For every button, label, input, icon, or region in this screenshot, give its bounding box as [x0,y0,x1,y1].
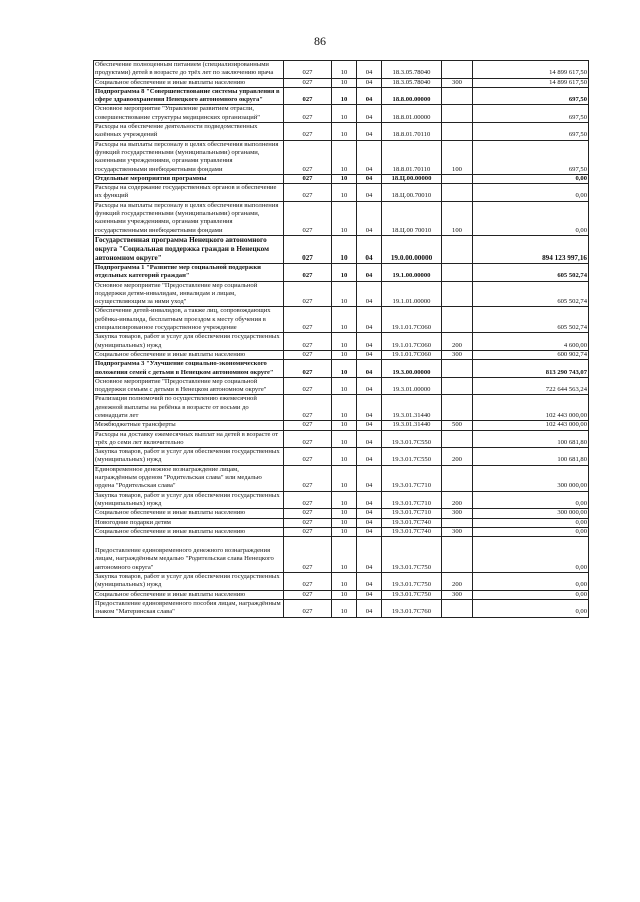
page-number: 86 [314,34,326,48]
row-target-article: 19.0.00.00000 [382,235,442,263]
row-grbs: 027 [284,573,332,591]
table-row [94,263,589,281]
row-grbs: 027 [284,350,332,359]
row-podrazdel: 04 [357,518,382,527]
row-razdel: 10 [332,573,357,591]
row-name: Подпрограмма 8 "Совершенствование системы управления в сфере здравоохранения Ненецкого автономного округа" [94,87,284,105]
row-name: Расходы на обеспечение деятельности подведомственных казённых учреждений [94,123,284,141]
row-expense-type: 100 [442,201,473,235]
row-podrazdel: 04 [357,527,382,536]
row-amount: 100 681,80 [473,430,589,448]
row-expense-type [442,123,473,141]
row-podrazdel: 04 [357,281,382,307]
row-razdel: 10 [332,537,357,573]
row-name: Обеспечение детей-инвалидов, а также лиц, сопровождающих ребёнка-инвалида, бесплатным проездом к месту обучения в специализированное государственное учреждение [94,307,284,333]
table-row [94,573,589,591]
row-expense-type: 200 [442,333,473,351]
row-target-article: 18.8.01.00000 [382,105,442,123]
table-row [94,421,589,430]
row-amount: 722 644 563,24 [473,377,589,395]
row-amount: 0,00 [473,527,589,536]
row-expense-type [442,174,473,183]
table-row [94,201,589,235]
row-target-article: 18.Ц.00.70010 [382,184,442,202]
row-razdel: 10 [332,174,357,183]
row-name: Межбюджетные трансферты [94,421,284,430]
table-row [94,333,589,351]
row-amount: 102 443 000,00 [473,395,589,421]
row-target-article: 19.3.01.7С740 [382,518,442,527]
row-razdel: 10 [332,491,357,509]
row-amount: 102 443 000,00 [473,421,589,430]
table-row [94,307,589,333]
row-grbs: 027 [284,123,332,141]
row-podrazdel: 04 [357,78,382,87]
row-razdel: 10 [332,78,357,87]
row-expense-type [442,235,473,263]
row-name: Предоставление единовременного пособия лицам, награждённым знаком "Материнская слава" [94,599,284,617]
row-razdel: 10 [332,509,357,518]
table-row [94,360,589,378]
row-grbs: 027 [284,448,332,466]
row-target-article: 19.1.01.7С060 [382,333,442,351]
row-expense-type [442,61,473,79]
row-podrazdel: 04 [357,430,382,448]
row-podrazdel: 04 [357,590,382,599]
row-amount: 894 123 997,16 [473,235,589,263]
row-target-article: 18.8.01.70110 [382,140,442,174]
row-grbs: 027 [284,333,332,351]
row-podrazdel: 04 [357,123,382,141]
row-amount: 14 899 617,50 [473,61,589,79]
row-razdel: 10 [332,465,357,491]
row-expense-type: 300 [442,590,473,599]
row-name: Социальное обеспечение и иные выплаты населению [94,78,284,87]
row-razdel: 10 [332,263,357,281]
row-podrazdel: 04 [357,421,382,430]
row-grbs: 027 [284,78,332,87]
table-row [94,448,589,466]
row-razdel: 10 [332,421,357,430]
row-target-article: 19.3.01.7С550 [382,430,442,448]
row-amount: 14 899 617,50 [473,78,589,87]
row-expense-type [442,184,473,202]
row-grbs: 027 [284,307,332,333]
row-podrazdel: 04 [357,174,382,183]
row-razdel: 10 [332,61,357,79]
row-grbs: 027 [284,518,332,527]
row-expense-type [442,430,473,448]
row-target-article: 19.3.01.00000 [382,377,442,395]
row-amount: 0,00 [473,599,589,617]
table-row [94,123,589,141]
row-grbs: 027 [284,263,332,281]
row-grbs: 027 [284,465,332,491]
row-grbs: 027 [284,527,332,536]
row-amount: 697,50 [473,105,589,123]
row-name: Предоставление единовременного денежного вознаграждения лицам, награждённым медалью "Родительская слава Ненецкого автономного округа" [94,537,284,573]
table-row [94,350,589,359]
row-target-article: 19.3.01.7С750 [382,590,442,599]
row-name: Реализация полномочий по осуществлению ежемесячной денежной выплаты на ребёнка в возрасте от восьми до семнадцати лет [94,395,284,421]
row-razdel: 10 [332,123,357,141]
row-podrazdel: 04 [357,599,382,617]
row-razdel: 10 [332,395,357,421]
table-row [94,78,589,87]
row-target-article: 19.3.01.31440 [382,421,442,430]
row-razdel: 10 [332,201,357,235]
row-target-article: 19.3.01.7С710 [382,509,442,518]
row-podrazdel: 04 [357,448,382,466]
row-name: Закупка товаров, работ и услуг для обеспечения государственных (муниципальных) нужд [94,448,284,466]
row-razdel: 10 [332,333,357,351]
row-podrazdel: 04 [357,395,382,421]
row-amount: 697,50 [473,140,589,174]
row-target-article: 19.3.01.7С750 [382,537,442,573]
row-amount: 600 902,74 [473,350,589,359]
row-expense-type [442,518,473,527]
row-expense-type [442,281,473,307]
table-row [94,61,589,79]
row-name: Подпрограмма 3 "Улучшение социально-экономического положения семей с детьми в Ненецком автономном округе" [94,360,284,378]
row-target-article: 18.3.05.78040 [382,78,442,87]
table-row [94,377,589,395]
budget-table-body [94,61,589,618]
row-podrazdel: 04 [357,465,382,491]
row-expense-type [442,377,473,395]
row-podrazdel: 04 [357,105,382,123]
row-grbs: 027 [284,87,332,105]
row-podrazdel: 04 [357,360,382,378]
row-name: Социальное обеспечение и иные выплаты населению [94,350,284,359]
row-grbs: 027 [284,201,332,235]
budget-table [93,60,589,618]
row-expense-type: 200 [442,573,473,591]
row-grbs: 027 [284,61,332,79]
row-expense-type: 500 [442,421,473,430]
row-expense-type [442,263,473,281]
row-amount: 0,00 [473,491,589,509]
row-target-article: 19.3.01.7С740 [382,527,442,536]
row-target-article: 19.1.01.00000 [382,281,442,307]
row-name: Расходы на доставку ежемесячных выплат на детей в возрасте от трёх до семи лет включительно [94,430,284,448]
row-expense-type [442,307,473,333]
row-razdel: 10 [332,518,357,527]
row-target-article: 19.1.00.00000 [382,263,442,281]
row-razdel: 10 [332,140,357,174]
row-expense-type: 300 [442,78,473,87]
table-row [94,527,589,536]
row-amount: 605 502,74 [473,281,589,307]
row-grbs: 027 [284,395,332,421]
row-expense-type: 300 [442,350,473,359]
row-grbs: 027 [284,421,332,430]
row-name: Закупка товаров, работ и услуг для обеспечения государственных (муниципальных) нужд [94,333,284,351]
row-grbs: 027 [284,537,332,573]
row-amount: 813 290 743,07 [473,360,589,378]
row-amount: 0,00 [473,174,589,183]
row-amount: 0,00 [473,537,589,573]
table-row [94,87,589,105]
row-expense-type [442,537,473,573]
row-target-article: 18.3.05.78040 [382,61,442,79]
table-row [94,537,589,573]
row-name: Основное мероприятие "Управление развитием отрасли, совершенствование структуры медицинских организаций" [94,105,284,123]
row-podrazdel: 04 [357,377,382,395]
row-amount: 605 502,74 [473,307,589,333]
row-name: Единовременное денежное вознаграждение лицам, награждённым орденом "Родительская слава" или медалью ордена "Родительская слава" [94,465,284,491]
row-razdel: 10 [332,307,357,333]
row-expense-type [442,465,473,491]
row-name: Социальное обеспечение и иные выплаты населению [94,509,284,518]
row-podrazdel: 04 [357,263,382,281]
table-row [94,184,589,202]
row-name: Новогодние подарки детям [94,518,284,527]
row-name: Расходы на выплаты персоналу в целях обеспечения выполнения функций государственными (муниципальными) органами, казенными учреждениями, органами управления государственными внебюджетными фондами [94,140,284,174]
row-podrazdel: 04 [357,235,382,263]
table-row [94,395,589,421]
row-razdel: 10 [332,350,357,359]
row-razdel: 10 [332,235,357,263]
row-name: Отдельные мероприятия программы [94,174,284,183]
table-row [94,140,589,174]
row-amount: 0,00 [473,590,589,599]
row-podrazdel: 04 [357,333,382,351]
row-amount: 605 502,74 [473,263,589,281]
row-podrazdel: 04 [357,491,382,509]
row-target-article: 18.Ц.00.00000 [382,174,442,183]
row-target-article: 19.1.01.7С060 [382,350,442,359]
row-expense-type: 300 [442,509,473,518]
row-expense-type: 200 [442,448,473,466]
row-razdel: 10 [332,527,357,536]
row-grbs: 027 [284,509,332,518]
row-name: Основное мероприятие "Предоставление мер социальной поддержки семьям с детьми в Ненецком автономном округе" [94,377,284,395]
row-razdel: 10 [332,430,357,448]
row-razdel: 10 [332,281,357,307]
row-expense-type: 300 [442,527,473,536]
row-grbs: 027 [284,377,332,395]
row-grbs: 027 [284,360,332,378]
row-grbs: 027 [284,599,332,617]
row-grbs: 027 [284,140,332,174]
row-name: Расходы на содержание государственных органов и обеспечение их функций [94,184,284,202]
row-name: Закупка товаров, работ и услуг для обеспечения государственных (муниципальных) нужд [94,573,284,591]
table-row [94,430,589,448]
row-name: Расходы на выплаты персоналу в целях обеспечения выполнения функций государственными (муниципальными) органами, казенными учреждениями, органами управления государственными внебюджетными фондами [94,201,284,235]
row-amount: 4 600,00 [473,333,589,351]
table-row [94,174,589,183]
row-amount: 100 681,80 [473,448,589,466]
row-amount: 697,50 [473,87,589,105]
row-target-article: 18.8.00.00000 [382,87,442,105]
row-razdel: 10 [332,184,357,202]
row-amount: 300 000,00 [473,509,589,518]
row-name: Социальное обеспечение и иные выплаты населению [94,590,284,599]
table-row [94,235,589,263]
row-podrazdel: 04 [357,537,382,573]
row-amount: 697,50 [473,123,589,141]
row-target-article: 19.3.00.00000 [382,360,442,378]
table-row [94,281,589,307]
row-target-article: 18.Ц.00 70010 [382,201,442,235]
row-grbs: 027 [284,281,332,307]
row-target-article: 19.3.01.7С550 [382,448,442,466]
row-name: Подпрограмма 1 "Развитие мер социальной поддержки отдельных категорий граждан" [94,263,284,281]
row-razdel: 10 [332,87,357,105]
row-amount: 0,00 [473,518,589,527]
row-podrazdel: 04 [357,184,382,202]
table-row [94,518,589,527]
row-razdel: 10 [332,377,357,395]
row-podrazdel: 04 [357,61,382,79]
row-razdel: 10 [332,105,357,123]
row-podrazdel: 04 [357,140,382,174]
row-grbs: 027 [284,430,332,448]
row-name: Социальное обеспечение и иные выплаты населению [94,527,284,536]
row-grbs: 027 [284,491,332,509]
row-razdel: 10 [332,360,357,378]
row-podrazdel: 04 [357,307,382,333]
row-target-article: 19.3.01.7С710 [382,465,442,491]
row-amount: 0,00 [473,184,589,202]
row-podrazdel: 04 [357,350,382,359]
row-target-article: 19.3.01.7С760 [382,599,442,617]
table-row [94,509,589,518]
row-grbs: 027 [284,105,332,123]
row-target-article: 19.3.01.31440 [382,395,442,421]
row-name: Государственная программа Ненецкого автономного округа "Социальная поддержка граждан в Ненецком автономном округе" [94,235,284,263]
row-grbs: 027 [284,184,332,202]
row-amount: 300 000,00 [473,465,589,491]
row-name: Обеспечение полноценным питанием (специализированными продуктами) детей в возрасте до трёх лет по заключению врача [94,61,284,79]
row-podrazdel: 04 [357,573,382,591]
row-expense-type: 100 [442,140,473,174]
row-expense-type [442,395,473,421]
row-expense-type [442,599,473,617]
table-row [94,105,589,123]
row-expense-type: 200 [442,491,473,509]
row-razdel: 10 [332,590,357,599]
row-name: Основное мероприятие "Предоставление мер социальной поддержки детям-инвалидам, инвалидам и лицам, осуществляющим за ними уход" [94,281,284,307]
table-row [94,491,589,509]
table-row [94,465,589,491]
row-target-article: 19.1.01.7С060 [382,307,442,333]
row-expense-type [442,360,473,378]
row-grbs: 027 [284,174,332,183]
row-target-article: 19.3.01.7С710 [382,491,442,509]
row-podrazdel: 04 [357,87,382,105]
row-target-article: 19.3.01.7С750 [382,573,442,591]
row-podrazdel: 04 [357,201,382,235]
table-row [94,599,589,617]
row-target-article: 18.8.01.70110 [382,123,442,141]
row-expense-type [442,105,473,123]
row-grbs: 027 [284,590,332,599]
row-name: Закупка товаров, работ и услуг для обеспечения государственных (муниципальных) нужд [94,491,284,509]
row-razdel: 10 [332,599,357,617]
table-row [94,590,589,599]
row-amount: 0,00 [473,573,589,591]
row-razdel: 10 [332,448,357,466]
row-grbs: 027 [284,235,332,263]
row-podrazdel: 04 [357,509,382,518]
row-amount: 0,00 [473,201,589,235]
row-expense-type [442,87,473,105]
